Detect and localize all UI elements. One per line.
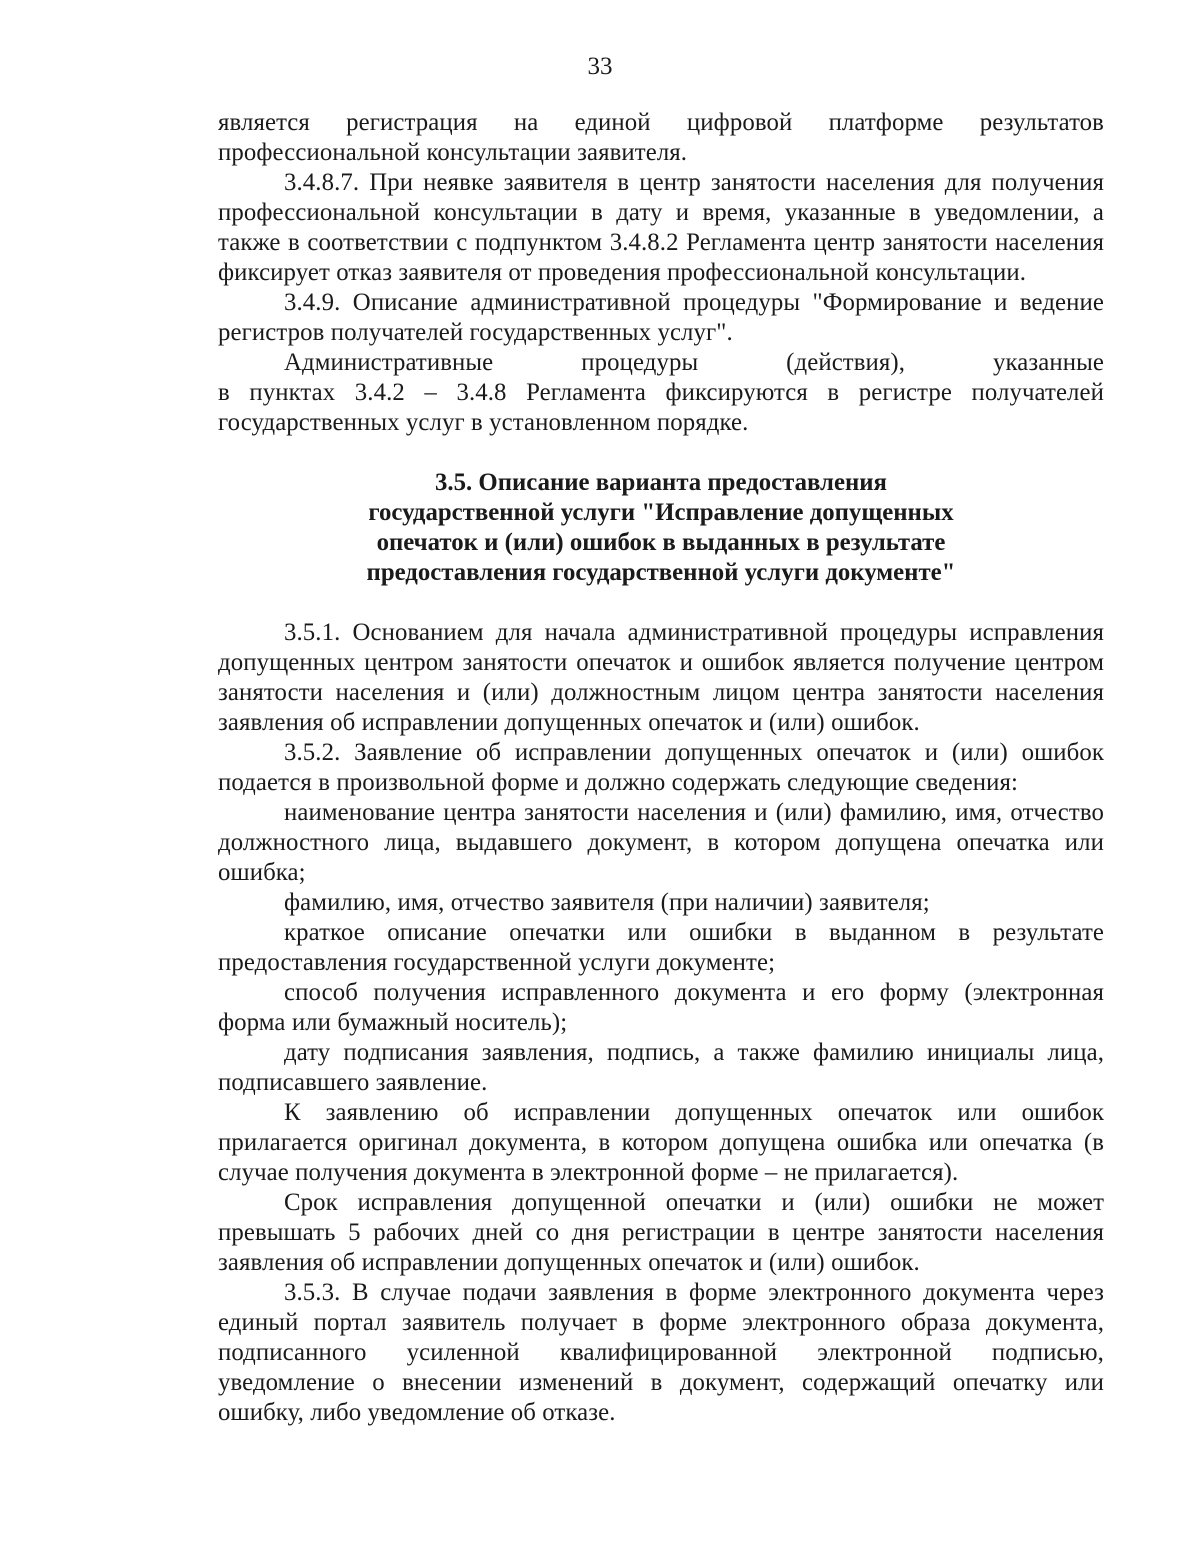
paragraph-3-5-1: 3.5.1. Основанием для начала административной процедуры исправления допущенных центром занятости опечаток и ошибок является получение центром занятости населения и (или) должностным лицом центра занятости населения заявления об исправлении допущенных опечаток и (или) ошибок. [218, 619, 1104, 736]
paragraph-admin-procedures-line: Административные процедуры (действия), указанные [284, 349, 1104, 376]
heading-line: предоставления государственной услуги документе" [366, 559, 956, 586]
paragraph-continuation: является регистрация на единой цифровой платформе результатов профессиональной консультации заявителя. [218, 109, 1104, 166]
document-body [218, 108, 1104, 1428]
heading-line: государственной услуги "Исправление допущенных [368, 499, 954, 526]
paragraph-admin-procedures-rest: в пунктах 3.4.2 – 3.4.8 Регламента фиксируются в регистре получателей государственных услуг в установленном порядке. [218, 379, 1104, 436]
paragraph-attachment: К заявлению об исправлении допущенных опечаток или ошибок прилагается оригинал документа, в котором допущена ошибка или опечатка (в случае получения документа в электронной форме – не прилагается). [218, 1099, 1104, 1186]
paragraph-list-item: фамилию, имя, отчество заявителя (при наличии) заявителя; [284, 889, 930, 916]
paragraph-list-item: наименование центра занятости населения и (или) фамилию, имя, отчество должностного лица, выдавшего документ, в котором допущена опечатка или ошибка; [218, 799, 1104, 886]
heading-line: опечаток и (или) ошибок в выданных в результате [376, 529, 946, 556]
page-number: 33 [587, 53, 613, 80]
paragraph-3-5-2: 3.5.2. Заявление об исправлении допущенных опечаток и (или) ошибок подается в произвольной форме и должно содержать следующие сведения: [218, 739, 1104, 796]
paragraph-list-item: дату подписания заявления, подпись, а также фамилию инициалы лица, подписавшего заявление. [218, 1039, 1104, 1096]
paragraph-3-4-9: 3.4.9. Описание административной процедуры "Формирование и ведение регистров получателей государственных услуг". [218, 289, 1104, 346]
paragraph-3-5-3: 3.5.3. В случае подачи заявления в форме электронного документа через единый портал заявитель получает в форме электронного образа документа, подписанного усиленной квалифицированной электронной подписью, уведомление о внесении изменений в документ, содержащий опечатку или ошибку, либо уведомление об отказе. [218, 1279, 1104, 1426]
paragraph-list-item: способ получения исправленного документа и его форму (электронная форма или бумажный носитель); [218, 979, 1104, 1036]
section-heading-3-5 [218, 468, 1104, 588]
paragraph-list-item: краткое описание опечатки или ошибки в выданном в результате предоставления государственной услуги документе; [218, 919, 1104, 976]
paragraph-deadline: Срок исправления допущенной опечатки и (или) ошибки не может превышать 5 рабочих дней со дня регистрации в центре занятости населения заявления об исправлении допущенных опечаток и (или) ошибок. [218, 1189, 1104, 1276]
paragraph-3-4-8-7: 3.4.8.7. При неявке заявителя в центр занятости населения для получения профессиональной консультации в дату и время, указанные в уведомлении, а также в соответствии с подпунктом 3.4.8.2 Регламента центр занятости населения фиксирует отказ заявителя от проведения профессиональной консультации. [218, 169, 1104, 286]
heading-line: 3.5. Описание варианта предоставления [435, 469, 887, 496]
